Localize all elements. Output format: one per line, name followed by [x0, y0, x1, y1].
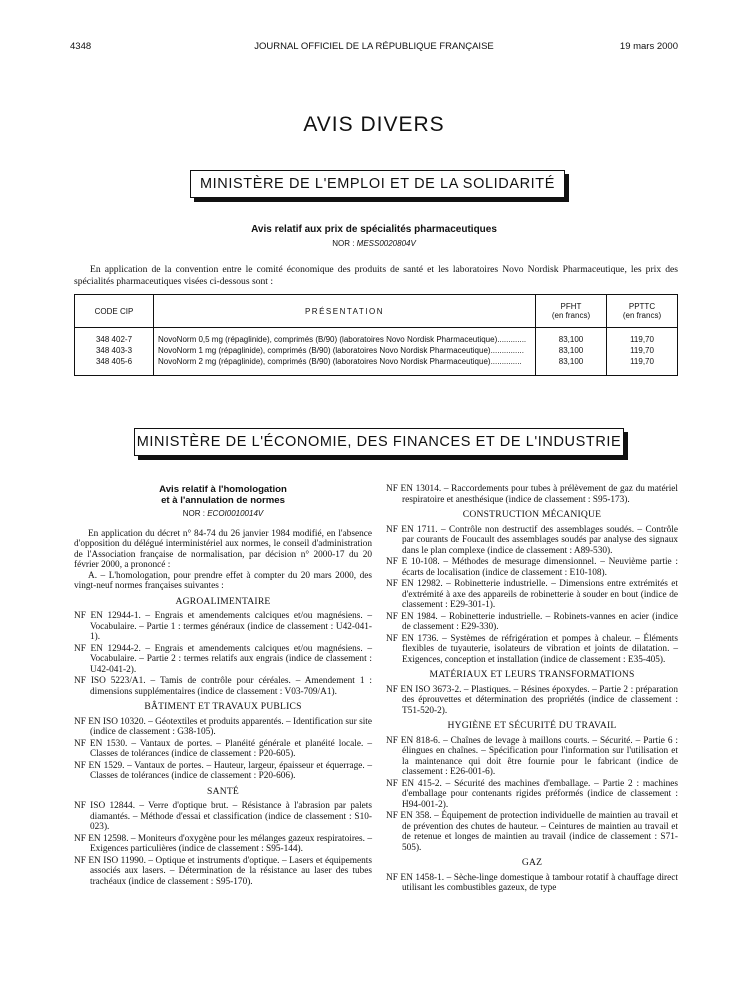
cell-code: 348 402-7 [95, 335, 133, 344]
section-heading: HYGIÈNE ET SÉCURITÉ DU TRAVAIL [447, 720, 617, 731]
intro-paragraph: En application de la convention entre le comité économique des produits de santé et les laboratoires Novo Nordisk Pharmaceutique, les prix des spécialités pharmaceutiques visées ci-dessous sont : [74, 264, 678, 287]
avis-title-normes [74, 484, 372, 506]
cell-code: 348 403-3 [95, 346, 133, 355]
ministry-heading-emploi [190, 170, 565, 198]
issue-date: 19 mars 2000 [619, 41, 678, 52]
pfht-column [536, 328, 607, 376]
page-number: 4348 [70, 41, 92, 52]
section-heading: MATÉRIAUX ET LEURS TRANSFORMATIONS [429, 669, 635, 680]
norm-entry: NF EN 1984. – Robinetterie industrielle. – Robinets-vannes en acier (indice de classement : E29-330). [386, 611, 678, 632]
pfht-unit: (en francs) [551, 311, 591, 320]
cell-pfht: 83,100 [558, 357, 584, 366]
ppttc-label: PPTTC [628, 302, 656, 311]
norm-entry: NF EN 358. – Équipement de protection individuelle de maintien au travail et de prévention des chutes de hauteur. – Ceintures de maintien au travail et de retenue et longes de maintien au travail (indice de classement : S71-505). [386, 811, 678, 853]
box-shadow-bottom [138, 456, 628, 460]
norm-entry: NF EN 12982. – Robinetterie industrielle. – Dimensions entre extrémités et d'extrémité à axe des appareils de robinetterie à souder en bout (indice de classement : E29-301-1). [386, 579, 678, 610]
cell-presentation: NovoNorm 1 mg (répaglinide), comprimés (B/90) (laboratoires Novo Nordisk Pharmaceutique)............... [158, 346, 524, 355]
header-code-cip: CODE CIP [75, 295, 154, 328]
presentation-column [154, 328, 536, 376]
nor-label: NOR : [332, 239, 355, 248]
presentation-text: NovoNorm 1 mg (répaglinide), comprimés (B/90) (laboratoires Novo Nordisk Pharmaceutique) [158, 346, 491, 355]
section-heading: GAZ [521, 857, 543, 868]
presentation-text: NovoNorm 2 mg (répaglinide), comprimés (B/90) (laboratoires Novo Nordisk Pharmaceutique) [158, 357, 491, 366]
section-heading: AGROALIMENTAIRE [175, 595, 271, 607]
cell-ppttc: 119,70 [630, 346, 654, 355]
code-column [75, 328, 154, 376]
cell-presentation: NovoNorm 0,5 mg (répaglinide), comprimés (B/90) (laboratoires Novo Nordisk Pharmaceutique)............. [158, 335, 527, 344]
pfht-label: PFHT [560, 302, 582, 311]
price-table [74, 294, 678, 376]
header-presentation: PRÉSENTATION [154, 295, 536, 328]
norm-entry: NF EN 13014. – Raccordements pour tubes à prélèvement de gaz du matériel respiratoire et anesthésique (indice de classement : S95-173). [386, 484, 678, 505]
norm-entry: NF EN ISO 3673-2. – Plastiques. – Résines époxydes. – Partie 2 : préparation des éprouvettes et détermination des propriétés (indice de classement : T51-520-2). [386, 684, 678, 716]
nor-reference [0, 239, 748, 248]
cell-pfht: 83,100 [558, 346, 584, 355]
avis-title-line: et à l'annulation de normes [161, 495, 285, 506]
norm-entry: NF EN 1736. – Systèmes de réfrigération et pompes à chaleur. – Éléments flexibles de tuyauterie, isolateurs de vibration et joints de dilatation. – Exigences, conception et installation (indice de classement : E35-405). [386, 633, 678, 665]
avis-title-line: Avis relatif à l'homologation [159, 484, 287, 495]
ppttc-column [607, 328, 678, 376]
norm-entry: NF EN 12944-1. – Engrais et amendements calciques et/ou magnésiens. – Vocabulaire. – Partie 1 : termes généraux (indice de classement : U42-041-1). [74, 611, 372, 642]
homologation-paragraph: A. – L'homologation, pour prendre effet à compter du 20 mars 2000, des vingt-neuf normes françaises suivantes : [74, 570, 372, 591]
header-ppttc [607, 295, 678, 328]
page-header [70, 41, 678, 55]
right-column [386, 484, 678, 895]
decree-paragraph: En application du décret n° 84-74 du 26 janvier 1984 modifié, en l'absence d'opposition du délégué interministériel aux normes, le conseil d'administration de l'Association française de normalisation, par décision n° 2000-17 du 20 février 2000, a prononcé : [74, 528, 372, 570]
norm-entry: NF EN 12944-2. – Engrais et amendements calciques et/ou magnésiens. – Vocabulaire. – Partie 2 : termes relatifs aux engrais (indice de classement : U42-041-2). [74, 643, 372, 675]
section-heading: CONSTRUCTION MÉCANIQUE [462, 509, 602, 520]
norm-entry: NF EN 1529. – Vantaux de portes. – Hauteur, largeur, épaisseur et équerrage. – Classes de tolérances (indice de classement : P20-606). [74, 760, 372, 781]
ppttc-unit: (en francs) [622, 311, 662, 320]
norm-entry: NF EN 12598. – Moniteurs d'oxygène pour les mélanges gazeux respiratoires. – Exigences particulières (indice de classement : S95-144). [74, 833, 372, 854]
section-heading: BÂTIMENT ET TRAVAUX PUBLICS [144, 701, 302, 712]
ministry-name: MINISTÈRE DE L'EMPLOI ET DE LA SOLIDARITÉ [199, 176, 556, 192]
norm-entry: NF ISO 5223/A1. – Tamis de contrôle pour céréales. – Amendement 1 : dimensions supplémentaires (indice de classement : V03-709/A1). [74, 676, 372, 697]
cell-ppttc: 119,70 [630, 335, 654, 344]
avis-title-prix: Avis relatif aux prix de spécialités pharmaceutiques [251, 224, 497, 235]
cell-ppttc: 119,70 [630, 357, 654, 366]
norm-entry: NF EN 415-2. – Sécurité des machines d'emballage. – Partie 2 : machines d'emballage pour contenants rigides préformés (indice de classement : H94-001-2). [386, 778, 678, 810]
header-pfht [536, 295, 607, 328]
norm-entry: NF EN 818-6. – Chaînes de levage à maillons courts. – Sécurité. – Partie 6 : élingues en chaînes. – Spécification pour l'information sur l'utilisation et la maintenance qui doit être fournie pour le fabricant (indice de classement : E26-001-6). [386, 735, 678, 777]
nor-reference [74, 509, 372, 520]
journal-title: JOURNAL OFFICIEL DE LA RÉPUBLIQUE FRANÇAISE [254, 41, 494, 52]
norm-entry: NF E 10-108. – Méthodes de mesurage dimensionnel. – Neuvième partie : écarts de localisation (indice de classement : E10-108). [386, 557, 678, 578]
ministry-heading-economie [134, 428, 624, 456]
norm-entry: NF EN 1711. – Contrôle non destructif des assemblages soudés. – Contrôle par courants de Foucault des assemblages soudés par analyse des signaux dans le plan complexe (indice de classement : A89-530). [386, 524, 678, 556]
box-shadow-bottom [194, 198, 569, 202]
nor-code: ECOI0010014V [207, 509, 264, 518]
cell-code: 348 405-6 [95, 357, 133, 366]
norm-entry: NF EN ISO 11990. – Optique et instruments d'optique. – Lasers et équipements associés aux lasers. – Détermination de la résistance au laser des tubes trachéaux (indice de classement : S95-170). [74, 855, 372, 887]
cell-presentation: NovoNorm 2 mg (répaglinide), comprimés (B/90) (laboratoires Novo Nordisk Pharmaceutique).............. [158, 357, 522, 366]
nor-code: MESS0020804V [356, 239, 416, 248]
norm-entry: NF EN 1530. – Vantaux de portes. – Planéité générale et planéité locale. – Classes de tolérances (indice de classement : P20-605). [74, 738, 372, 759]
ministry-name: MINISTÈRE DE L'ÉCONOMIE, DES FINANCES ET DE L'INDUSTRIE [136, 434, 622, 450]
norm-entry: NF EN 1458-1. – Sèche-linge domestique à tambour rotatif à chauffage direct utilisant les combustibles gazeux, de type [386, 872, 678, 893]
nor-label: NOR : [182, 509, 205, 518]
section-heading: SANTÉ [207, 785, 239, 797]
presentation-text: NovoNorm 0,5 mg (répaglinide), comprimés (B/90) (laboratoires Novo Nordisk Pharmaceutique) [158, 335, 498, 344]
left-column [74, 484, 372, 888]
section-title: AVIS DIVERS [303, 113, 445, 136]
cell-pfht: 83,100 [558, 335, 584, 344]
norm-entry: NF ISO 12844. – Verre d'optique brut. – Résistance à l'abrasion par palets diamantés. – Méthode d'essai et classification (indice de classement : S10-023). [74, 801, 372, 832]
norm-entry: NF EN ISO 10320. – Géotextiles et produits apparentés. – Identification sur site (indice de classement : G38-105). [74, 716, 372, 737]
table-row [75, 328, 678, 376]
table-header-row [75, 295, 678, 328]
